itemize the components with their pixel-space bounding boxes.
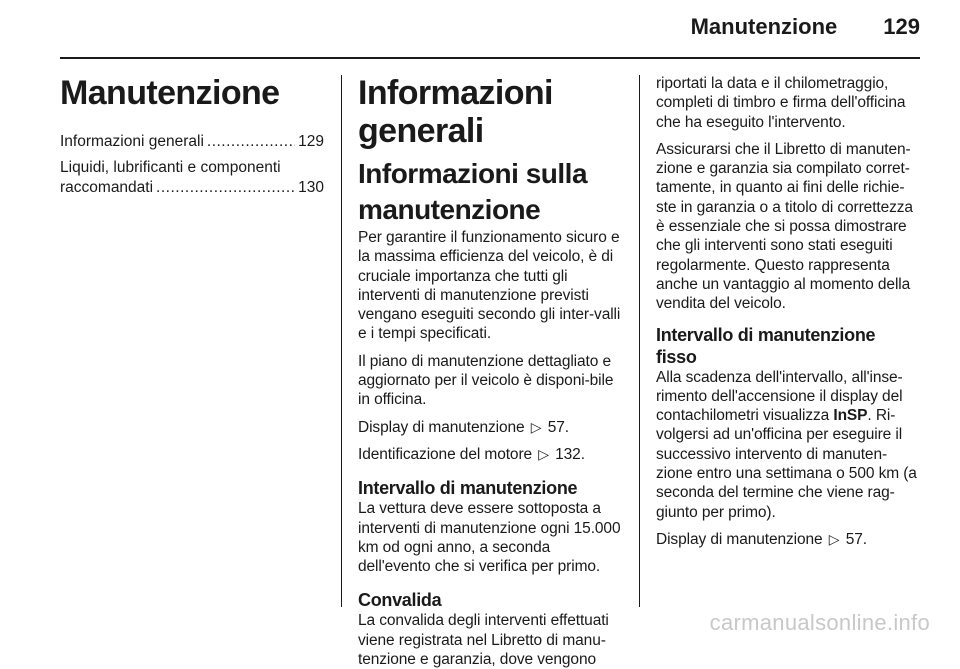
toc-leader-dots bbox=[207, 132, 295, 151]
section-title: Informazioni generali bbox=[358, 74, 553, 150]
reference-text: Identificazione del motore bbox=[358, 445, 533, 463]
header-divider bbox=[60, 57, 920, 59]
paragraph: La convalida degli interventi effettuati viene registrata nel Libretto di manu-tenzione e garanzia, dove vengono bbox=[358, 612, 609, 669]
paragraph: Il piano di manutenzione dettagliato e aggiornato per il veicolo è disponi-bile in officina. bbox=[358, 352, 614, 409]
page-ref-arrow-icon: ▷ bbox=[530, 418, 542, 435]
content-column-3 bbox=[656, 74, 920, 557]
reference-text: Display di manutenzione bbox=[656, 530, 823, 548]
paragraph-text: Alla scadenza dell'intervallo, all'inse-rimento dell'accensione il display del contachilometri visualizza bbox=[656, 368, 903, 425]
reference-page: 57. bbox=[547, 418, 569, 436]
header-title: Manutenzione bbox=[690, 14, 838, 39]
page-number: 129 bbox=[883, 14, 920, 39]
subheading: Convalida bbox=[358, 590, 442, 611]
paragraph: La vettura deve essere sottoposta a interventi di manutenzione ogni 15.000 km od ogni anno, a seconda dell'evento che si verifica per primo. bbox=[358, 500, 621, 576]
toc-entry-page: 129 bbox=[298, 133, 324, 150]
page-ref-arrow-icon: ▷ bbox=[538, 445, 549, 462]
paragraph-text: . Ri-volgersi ad un'officina per eseguire il successivo intervento di manuten-zione entro una settimana o 500 km (a seconda del termine che viene rag-giunto per primo). bbox=[656, 407, 917, 521]
cross-reference[interactable] bbox=[358, 418, 622, 437]
content-column-2 bbox=[358, 74, 622, 669]
cross-reference[interactable] bbox=[358, 445, 622, 464]
toc-list bbox=[60, 132, 324, 197]
reference-text: Display di manutenzione bbox=[358, 418, 525, 436]
paragraph-continued: riportati la data e il chilometraggio, completi di timbro e firma dell'officina che ha eseguito l'intervento. bbox=[656, 75, 906, 131]
subsection-title bbox=[358, 156, 622, 228]
chapter-title: Manutenzione bbox=[60, 74, 280, 112]
page-header bbox=[60, 14, 920, 48]
paragraph bbox=[656, 368, 920, 522]
reference-page: 132. bbox=[555, 445, 585, 463]
paragraph: Assicurarsi che il Libretto di manuten-zione e garanzia sia compilato corret-tamente, in quanto ai fini delle richie-ste in garanzia o a titolo di correttezza è essenziale che si possa dimostrare che gli interventi sono stati eseguiti regolarmente. Questo rappresenta anche un vantaggio al momento della vendita del veicolo. bbox=[656, 140, 913, 313]
toc-entry-label: Informazioni generali bbox=[60, 133, 204, 150]
page-ref-arrow-icon: ▷ bbox=[828, 530, 840, 547]
subheading: Intervallo di manutenzione fisso bbox=[656, 324, 876, 367]
subheading: Intervallo di manutenzione bbox=[358, 478, 578, 499]
cross-reference[interactable] bbox=[656, 530, 920, 549]
column-divider-2 bbox=[639, 75, 640, 607]
subsection-title-line1: Informazioni sulla bbox=[358, 158, 588, 189]
reference-page: 57. bbox=[845, 530, 867, 548]
toc-entry[interactable] bbox=[60, 132, 324, 151]
watermark: carmanualsonline.info bbox=[709, 610, 930, 635]
paragraph: Per garantire il funzionamento sicuro e la massima efficienza del veicolo, è di cruciale importanza che tutti gli interventi di manutenzione previsti vengano eseguiti secondo gli inter-valli e i tempi specificati. bbox=[358, 229, 621, 343]
column-divider-1 bbox=[341, 75, 342, 607]
toc-entry-label: Liquidi, lubrificanti e componenti bbox=[60, 159, 281, 177]
display-code: InSP bbox=[833, 407, 868, 425]
toc-entry[interactable] bbox=[60, 158, 324, 197]
toc-entry-label: raccomandati bbox=[60, 178, 154, 196]
toc-entry-page: 130 bbox=[298, 178, 324, 196]
toc-column bbox=[60, 74, 324, 204]
toc-leader-dots bbox=[156, 178, 295, 197]
subsection-title-line2: manutenzione bbox=[358, 194, 541, 225]
